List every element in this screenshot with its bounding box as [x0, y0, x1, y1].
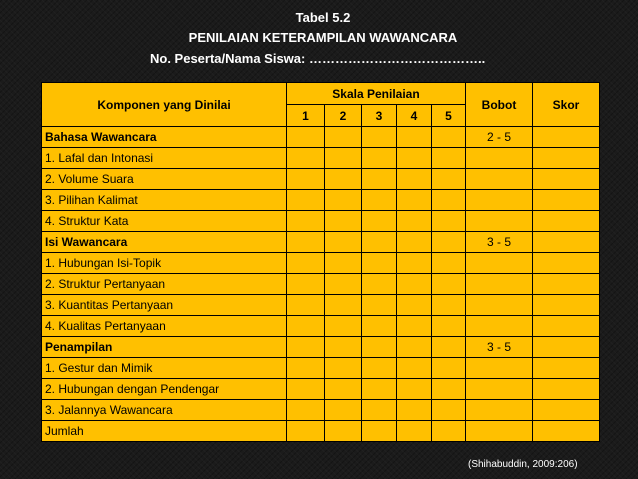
table-row — [42, 274, 600, 295]
section-label: Isi Wawancara — [42, 232, 287, 253]
scale-cell-4[interactable] — [397, 232, 432, 253]
scale-cell-4[interactable] — [397, 253, 432, 274]
scale-cell-1[interactable] — [287, 274, 325, 295]
scale-cell-2[interactable] — [325, 190, 362, 211]
scale-cell-3[interactable] — [362, 274, 397, 295]
table-row — [42, 295, 600, 316]
scale-cell-2[interactable] — [325, 148, 362, 169]
weight-cell — [466, 400, 533, 421]
scale-cell-1[interactable] — [287, 337, 325, 358]
scale-cell-4[interactable] — [397, 169, 432, 190]
scale-cell-5[interactable] — [432, 190, 466, 211]
table-row — [42, 421, 600, 442]
score-cell[interactable] — [533, 400, 600, 421]
criterion-label: 2. Volume Suara — [42, 169, 287, 190]
scale-cell-1[interactable] — [287, 232, 325, 253]
scale-cell-4[interactable] — [397, 358, 432, 379]
criterion-label: 1. Lafal dan Intonasi — [42, 148, 287, 169]
table-title: PENILAIAN KETERAMPILAN WAWANCARA — [188, 30, 458, 45]
scale-value-5: 5 — [432, 105, 466, 127]
scale-cell-1[interactable] — [287, 253, 325, 274]
scale-cell-5[interactable] — [432, 337, 466, 358]
weight-cell — [466, 295, 533, 316]
score-cell[interactable] — [533, 211, 600, 232]
scale-cell-4[interactable] — [397, 148, 432, 169]
criterion-label: 2. Hubungan dengan Pendengar — [42, 379, 287, 400]
scale-cell-1[interactable] — [287, 358, 325, 379]
score-header: Skor — [533, 83, 600, 127]
weight-cell — [466, 316, 533, 337]
scale-cell-1[interactable] — [287, 169, 325, 190]
scale-cell-4[interactable] — [397, 127, 432, 148]
component-header: Komponen yang Dinilai — [42, 83, 287, 127]
scale-cell-3[interactable] — [362, 358, 397, 379]
scale-cell-1[interactable] — [287, 295, 325, 316]
scale-cell-4[interactable] — [397, 379, 432, 400]
weight-cell — [466, 358, 533, 379]
weight-cell — [466, 211, 533, 232]
scale-cell-1[interactable] — [287, 190, 325, 211]
weight-cell — [466, 421, 533, 442]
scale-cell-2[interactable] — [325, 211, 362, 232]
table-row — [42, 316, 600, 337]
scale-cell-2[interactable] — [325, 337, 362, 358]
scale-cell-2[interactable] — [325, 421, 362, 442]
weight-cell: 3 - 5 — [466, 337, 533, 358]
scale-cell-1[interactable] — [287, 400, 325, 421]
scale-cell-3[interactable] — [362, 400, 397, 421]
scale-cell-5[interactable] — [432, 421, 466, 442]
scale-cell-4[interactable] — [397, 295, 432, 316]
scale-cell-1[interactable] — [287, 379, 325, 400]
table-row — [42, 358, 600, 379]
scale-cell-2[interactable] — [325, 169, 362, 190]
score-cell[interactable] — [533, 295, 600, 316]
scale-value-2: 2 — [325, 105, 362, 127]
section-label: Bahasa Wawancara — [42, 127, 287, 148]
scale-cell-1[interactable] — [287, 316, 325, 337]
scale-cell-2[interactable] — [325, 316, 362, 337]
source-citation: (Shihabuddin, 2009:206) — [468, 459, 578, 470]
score-cell[interactable] — [533, 169, 600, 190]
weight-cell: 3 - 5 — [466, 232, 533, 253]
score-cell[interactable] — [533, 358, 600, 379]
table-row — [42, 253, 600, 274]
criterion-label: Jumlah — [42, 421, 287, 442]
criterion-label: 2. Struktur Pertanyaan — [42, 274, 287, 295]
scale-cell-3[interactable] — [362, 316, 397, 337]
criterion-label: 3. Kuantitas Pertanyaan — [42, 295, 287, 316]
scale-cell-5[interactable] — [432, 169, 466, 190]
section-row — [42, 127, 600, 148]
table-row — [42, 190, 600, 211]
scale-cell-5[interactable] — [432, 358, 466, 379]
score-cell[interactable] — [533, 190, 600, 211]
score-cell[interactable] — [533, 274, 600, 295]
weight-cell — [466, 148, 533, 169]
scale-cell-5[interactable] — [432, 295, 466, 316]
scale-cell-3[interactable] — [362, 190, 397, 211]
scale-cell-3[interactable] — [362, 232, 397, 253]
score-cell[interactable] — [533, 127, 600, 148]
scale-cell-2[interactable] — [325, 253, 362, 274]
scale-cell-2[interactable] — [325, 358, 362, 379]
scale-cell-4[interactable] — [397, 337, 432, 358]
scale-value-1: 1 — [287, 105, 325, 127]
score-cell[interactable] — [533, 148, 600, 169]
scale-cell-2[interactable] — [325, 274, 362, 295]
table-row — [42, 211, 600, 232]
criterion-label: 3. Jalannya Wawancara — [42, 400, 287, 421]
criterion-label: 1. Gestur dan Mimik — [42, 358, 287, 379]
weight-header: Bobot — [466, 83, 533, 127]
scale-cell-4[interactable] — [397, 316, 432, 337]
score-cell[interactable] — [533, 337, 600, 358]
table-row — [42, 169, 600, 190]
weight-cell: 2 - 5 — [466, 127, 533, 148]
weight-cell — [466, 274, 533, 295]
scale-cell-1[interactable] — [287, 127, 325, 148]
scale-cell-2[interactable] — [325, 127, 362, 148]
table-row — [42, 400, 600, 421]
scale-cell-5[interactable] — [432, 127, 466, 148]
scale-cell-2[interactable] — [325, 295, 362, 316]
score-cell[interactable] — [533, 316, 600, 337]
scale-cell-5[interactable] — [432, 211, 466, 232]
scale-cell-4[interactable] — [397, 211, 432, 232]
scale-header: Skala Penilaian — [287, 83, 466, 105]
scale-cell-4[interactable] — [397, 274, 432, 295]
weight-cell — [466, 379, 533, 400]
scale-cell-4[interactable] — [397, 421, 432, 442]
scale-cell-5[interactable] — [432, 400, 466, 421]
scale-cell-2[interactable] — [325, 232, 362, 253]
weight-cell — [466, 169, 533, 190]
criterion-label: 1. Hubungan Isi-Topik — [42, 253, 287, 274]
section-row — [42, 337, 600, 358]
scale-cell-2[interactable] — [325, 379, 362, 400]
weight-cell — [466, 253, 533, 274]
criterion-label: 4. Struktur Kata — [42, 211, 287, 232]
participant-line: No. Peserta/Nama Siswa: ………………………………….. — [150, 51, 486, 66]
scale-value-3: 3 — [362, 105, 397, 127]
scale-cell-3[interactable] — [362, 337, 397, 358]
criterion-label: 3. Pilihan Kalimat — [42, 190, 287, 211]
scale-cell-3[interactable] — [362, 421, 397, 442]
assessment-table — [41, 82, 600, 442]
scale-cell-5[interactable] — [432, 274, 466, 295]
scale-cell-5[interactable] — [432, 316, 466, 337]
scale-cell-2[interactable] — [325, 400, 362, 421]
weight-cell — [466, 190, 533, 211]
scale-cell-4[interactable] — [397, 400, 432, 421]
table-row — [42, 379, 600, 400]
scale-cell-3[interactable] — [362, 211, 397, 232]
scale-cell-4[interactable] — [397, 190, 432, 211]
section-row — [42, 232, 600, 253]
scale-cell-5[interactable] — [432, 379, 466, 400]
scale-cell-1[interactable] — [287, 148, 325, 169]
scale-value-4: 4 — [397, 105, 432, 127]
scale-cell-5[interactable] — [432, 253, 466, 274]
header-row — [42, 83, 600, 105]
score-cell[interactable] — [533, 253, 600, 274]
scale-cell-5[interactable] — [432, 148, 466, 169]
scale-cell-3[interactable] — [362, 379, 397, 400]
score-cell[interactable] — [533, 232, 600, 253]
scale-cell-3[interactable] — [362, 295, 397, 316]
scale-cell-3[interactable] — [362, 127, 397, 148]
section-label: Penampilan — [42, 337, 287, 358]
scale-cell-3[interactable] — [362, 148, 397, 169]
scale-cell-1[interactable] — [287, 211, 325, 232]
criterion-label: 4. Kualitas Pertanyaan — [42, 316, 287, 337]
scale-cell-5[interactable] — [432, 232, 466, 253]
table-number: Tabel 5.2 — [295, 10, 351, 25]
table-row — [42, 148, 600, 169]
scale-cell-3[interactable] — [362, 169, 397, 190]
score-cell[interactable] — [533, 379, 600, 400]
score-cell[interactable] — [533, 421, 600, 442]
scale-cell-1[interactable] — [287, 421, 325, 442]
scale-cell-3[interactable] — [362, 253, 397, 274]
